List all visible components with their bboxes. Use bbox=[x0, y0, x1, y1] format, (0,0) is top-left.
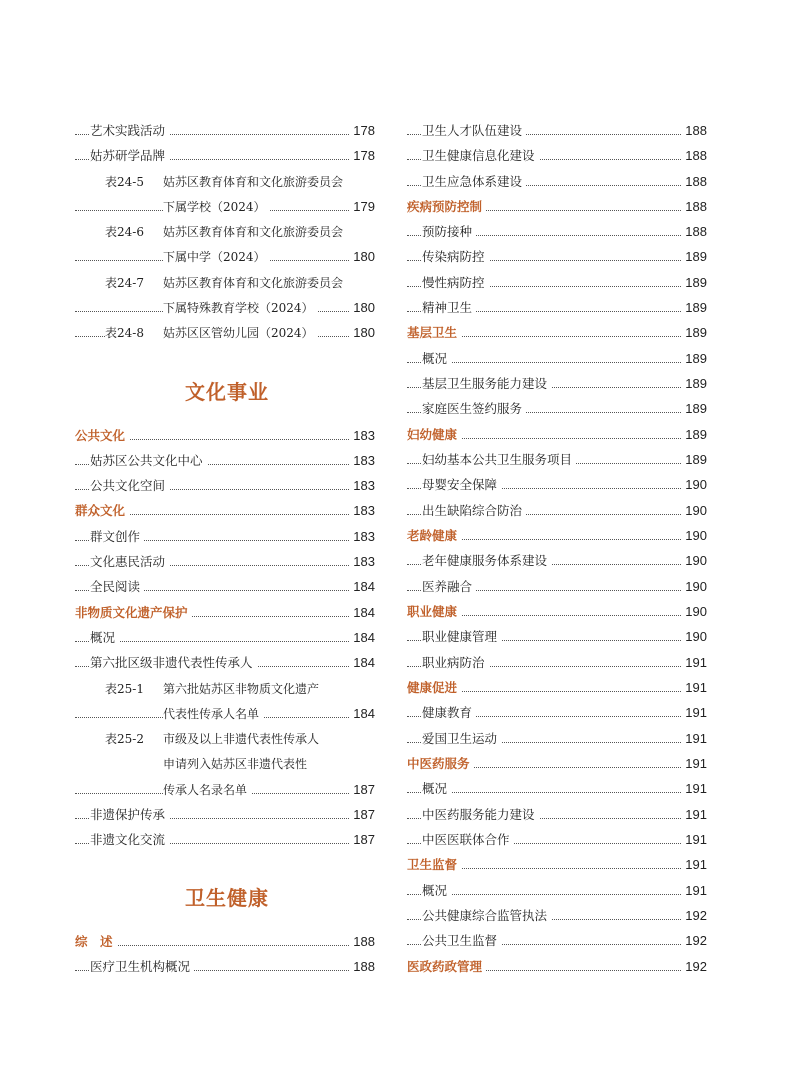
entry-page: 190 bbox=[681, 526, 707, 546]
toc-section[interactable] bbox=[75, 603, 375, 623]
entry-label: 文化惠民活动 bbox=[90, 552, 169, 572]
section-label: 健康促进 bbox=[407, 678, 461, 698]
entry-page: 190 bbox=[681, 501, 707, 521]
toc-table-entry[interactable] bbox=[75, 323, 375, 343]
toc-entry[interactable] bbox=[407, 703, 707, 723]
toc-entry[interactable] bbox=[75, 628, 375, 648]
entry-label: 中医药服务能力建设 bbox=[422, 805, 539, 825]
entry-page: 188 bbox=[349, 957, 375, 977]
entry-page: 189 bbox=[681, 425, 707, 445]
toc-entry[interactable] bbox=[407, 172, 707, 192]
toc-entry[interactable] bbox=[407, 931, 707, 951]
toc-entry[interactable] bbox=[407, 273, 707, 293]
toc-table-entry[interactable] bbox=[75, 729, 375, 749]
toc-section[interactable] bbox=[407, 957, 707, 977]
toc-entry[interactable] bbox=[407, 881, 707, 901]
entry-label: 传承人名录名单 bbox=[163, 780, 251, 800]
toc-entry[interactable] bbox=[407, 222, 707, 242]
section-label: 群众文化 bbox=[75, 501, 129, 521]
toc-table-entry-cont[interactable] bbox=[75, 298, 375, 318]
entry-page: 188 bbox=[349, 932, 375, 952]
entry-page: 180 bbox=[349, 298, 375, 318]
toc-entry[interactable] bbox=[407, 551, 707, 571]
entry-label: 慢性病防控 bbox=[422, 273, 489, 293]
toc-entry[interactable] bbox=[75, 121, 375, 141]
entry-page: 191 bbox=[681, 703, 707, 723]
entry-label: 出生缺陷综合防治 bbox=[422, 501, 526, 521]
entry-label: 卫生健康信息化建设 bbox=[422, 146, 539, 166]
entry-page: 188 bbox=[681, 222, 707, 242]
entry-label: 精神卫生 bbox=[422, 298, 476, 318]
entry-page: 190 bbox=[681, 475, 707, 495]
entry-page: 183 bbox=[349, 476, 375, 496]
entry-label: 预防接种 bbox=[422, 222, 476, 242]
toc-entry[interactable] bbox=[407, 374, 707, 394]
entry-label: 老年健康服务体系建设 bbox=[422, 551, 551, 571]
entry-page: 191 bbox=[681, 729, 707, 749]
entry-label: 职业健康管理 bbox=[422, 627, 501, 647]
entry-page: 191 bbox=[681, 754, 707, 774]
toc-section[interactable] bbox=[75, 501, 375, 521]
entry-label: 家庭医生签约服务 bbox=[422, 399, 526, 419]
entry-page: 189 bbox=[681, 298, 707, 318]
table-number: 表25-2 bbox=[105, 732, 144, 746]
table-number: 表25-1 bbox=[105, 682, 144, 696]
toc-section[interactable] bbox=[407, 754, 707, 774]
entry-label: 医养融合 bbox=[422, 577, 476, 597]
entry-page: 187 bbox=[349, 830, 375, 850]
entry-page: 180 bbox=[349, 323, 375, 343]
section-label: 医政药政管理 bbox=[407, 957, 486, 977]
section-label: 疾病预防控制 bbox=[407, 197, 486, 217]
toc-entry[interactable] bbox=[407, 475, 707, 495]
table-number: 表24-5 bbox=[105, 175, 144, 189]
entry-label: 姑苏区区管幼儿园（2024） bbox=[163, 326, 314, 340]
toc-entry[interactable] bbox=[407, 298, 707, 318]
leader-dots bbox=[407, 362, 707, 363]
entry-label: 姑苏区教育体育和文化旅游委员会 bbox=[163, 276, 344, 290]
entry-page: 183 bbox=[349, 527, 375, 547]
toc-entry[interactable] bbox=[75, 957, 375, 977]
leader-dots bbox=[407, 792, 707, 793]
toc-entry[interactable] bbox=[75, 577, 375, 597]
entry-page: 184 bbox=[349, 653, 375, 673]
entry-page: 183 bbox=[349, 552, 375, 572]
toc-entry[interactable] bbox=[407, 146, 707, 166]
toc-table-entry-cont[interactable] bbox=[75, 780, 375, 800]
toc-table-entry[interactable] bbox=[75, 679, 375, 699]
entry-page: 190 bbox=[681, 627, 707, 647]
entry-label: 爱国卫生运动 bbox=[422, 729, 501, 749]
section-label: 基层卫生 bbox=[407, 323, 461, 343]
section-label: 妇幼健康 bbox=[407, 425, 461, 445]
entry-page: 188 bbox=[681, 197, 707, 217]
toc-table-entry[interactable] bbox=[75, 222, 375, 242]
entry-page: 178 bbox=[349, 146, 375, 166]
toc-table-entry[interactable] bbox=[75, 172, 375, 192]
entry-label: 姑苏区教育体育和文化旅游委员会 bbox=[163, 225, 344, 239]
entry-label: 群文创作 bbox=[90, 527, 144, 547]
toc-entry[interactable] bbox=[407, 121, 707, 141]
toc-entry[interactable] bbox=[407, 399, 707, 419]
entry-label: 非遗文化交流 bbox=[90, 830, 169, 850]
entry-label: 下属中学（2024） bbox=[163, 247, 270, 267]
entry-page: 190 bbox=[681, 551, 707, 571]
toc-entry[interactable] bbox=[75, 830, 375, 850]
entry-page: 191 bbox=[681, 881, 707, 901]
entry-page: 189 bbox=[681, 247, 707, 267]
entry-page: 189 bbox=[681, 399, 707, 419]
entry-label: 妇幼基本公共卫生服务项目 bbox=[422, 450, 576, 470]
table-number: 表24-7 bbox=[105, 276, 144, 290]
entry-page: 183 bbox=[349, 451, 375, 471]
toc-section[interactable] bbox=[407, 602, 707, 622]
entry-label: 全民阅读 bbox=[90, 577, 144, 597]
toc-table-entry-cont[interactable] bbox=[75, 197, 375, 217]
entry-page: 184 bbox=[349, 577, 375, 597]
toc-section[interactable] bbox=[407, 425, 707, 445]
entry-label: 母婴安全保障 bbox=[422, 475, 501, 495]
entry-label: 公共卫生监督 bbox=[422, 931, 501, 951]
entry-page: 187 bbox=[349, 805, 375, 825]
entry-page: 192 bbox=[681, 906, 707, 926]
entry-page: 179 bbox=[349, 197, 375, 217]
entry-label: 基层卫生服务能力建设 bbox=[422, 374, 551, 394]
toc-entry[interactable] bbox=[407, 627, 707, 647]
entry-page: 191 bbox=[681, 653, 707, 673]
toc-entry[interactable] bbox=[75, 146, 375, 166]
entry-label: 概况 bbox=[422, 349, 451, 369]
entry-label: 姑苏区公共文化中心 bbox=[90, 451, 207, 471]
entry-page: 190 bbox=[681, 577, 707, 597]
toc-entry[interactable] bbox=[407, 779, 707, 799]
entry-page: 184 bbox=[349, 603, 375, 623]
section-label: 中医药服务 bbox=[407, 754, 474, 774]
entry-page: 178 bbox=[349, 121, 375, 141]
section-label: 非物质文化遗产保护 bbox=[75, 603, 192, 623]
toc-entry[interactable] bbox=[75, 451, 375, 471]
toc-entry[interactable] bbox=[407, 349, 707, 369]
entry-page: 189 bbox=[681, 273, 707, 293]
chapter-title: 卫生健康 bbox=[185, 886, 269, 910]
toc-entry[interactable] bbox=[75, 476, 375, 496]
leader-dots bbox=[407, 894, 707, 895]
entry-page: 192 bbox=[681, 957, 707, 977]
toc-entry[interactable] bbox=[407, 830, 707, 850]
entry-page: 188 bbox=[681, 172, 707, 192]
entry-label: 健康教育 bbox=[422, 703, 476, 723]
entry-label: 卫生应急体系建设 bbox=[422, 172, 526, 192]
entry-page: 191 bbox=[681, 830, 707, 850]
toc-section[interactable] bbox=[407, 678, 707, 698]
section-label: 老龄健康 bbox=[407, 526, 461, 546]
entry-label: 代表性传承人名单 bbox=[163, 704, 263, 724]
entry-label: 第六批区级非遗代表性传承人 bbox=[90, 653, 257, 673]
entry-label: 非遗保护传承 bbox=[90, 805, 169, 825]
entry-label: 申请列入姑苏区非遗代表性 bbox=[163, 754, 307, 774]
entry-label: 概况 bbox=[90, 628, 119, 648]
entry-page: 184 bbox=[349, 704, 375, 724]
toc-section[interactable] bbox=[407, 323, 707, 343]
entry-label: 公共健康综合监管执法 bbox=[422, 906, 551, 926]
entry-label: 第六批姑苏区非物质文化遗产 bbox=[163, 682, 320, 696]
toc-entry[interactable] bbox=[407, 653, 707, 673]
toc-table-entry[interactable] bbox=[75, 273, 375, 293]
toc-section[interactable] bbox=[75, 932, 375, 952]
entry-page: 180 bbox=[349, 247, 375, 267]
toc-entry[interactable] bbox=[75, 653, 375, 673]
entry-page: 191 bbox=[681, 678, 707, 698]
entry-label: 下属特殊教育学校（2024） bbox=[163, 298, 318, 318]
toc-section[interactable] bbox=[407, 855, 707, 875]
entry-page: 187 bbox=[349, 780, 375, 800]
entry-page: 190 bbox=[681, 602, 707, 622]
entry-page: 183 bbox=[349, 501, 375, 521]
toc-entry[interactable] bbox=[407, 906, 707, 926]
entry-label: 下属学校（2024） bbox=[163, 197, 270, 217]
section-label: 卫生监督 bbox=[407, 855, 461, 875]
leader-dots bbox=[75, 945, 375, 946]
section-label: 公共文化 bbox=[75, 426, 129, 446]
toc-entry[interactable] bbox=[407, 501, 707, 521]
entry-page: 191 bbox=[681, 855, 707, 875]
toc-entry[interactable] bbox=[75, 805, 375, 825]
section-label: 职业健康 bbox=[407, 602, 461, 622]
toc-entry[interactable] bbox=[75, 552, 375, 572]
entry-page: 189 bbox=[681, 374, 707, 394]
entry-label: 姑苏区教育体育和文化旅游委员会 bbox=[163, 175, 344, 189]
section-label: 综 述 bbox=[75, 932, 117, 952]
entry-page: 192 bbox=[681, 931, 707, 951]
toc-table-entry-cont[interactable] bbox=[75, 247, 375, 267]
entry-label: 艺术实践活动 bbox=[90, 121, 169, 141]
entry-label: 传染病防控 bbox=[422, 247, 489, 267]
entry-page: 188 bbox=[681, 146, 707, 166]
table-number: 表24-8 bbox=[105, 326, 144, 340]
entry-page: 189 bbox=[681, 323, 707, 343]
toc-section[interactable] bbox=[407, 526, 707, 546]
entry-label: 概况 bbox=[422, 881, 451, 901]
entry-page: 191 bbox=[681, 779, 707, 799]
entry-page: 189 bbox=[681, 349, 707, 369]
entry-label: 概况 bbox=[422, 779, 451, 799]
table-number: 表24-6 bbox=[105, 225, 144, 239]
entry-page: 189 bbox=[681, 450, 707, 470]
entry-page: 184 bbox=[349, 628, 375, 648]
entry-label: 公共文化空间 bbox=[90, 476, 169, 496]
entry-label: 市级及以上非遗代表性传承人 bbox=[163, 732, 320, 746]
toc-entry[interactable] bbox=[407, 577, 707, 597]
entry-label: 姑苏研学品牌 bbox=[90, 146, 169, 166]
entry-label: 中医医联体合作 bbox=[422, 830, 514, 850]
chapter-title: 文化事业 bbox=[185, 380, 269, 404]
entry-page: 183 bbox=[349, 426, 375, 446]
toc-entry[interactable] bbox=[407, 247, 707, 267]
entry-page: 191 bbox=[681, 805, 707, 825]
toc-section[interactable] bbox=[407, 197, 707, 217]
entry-label: 医疗卫生机构概况 bbox=[90, 957, 194, 977]
toc-table-entry-cont[interactable] bbox=[75, 754, 375, 774]
entry-page: 188 bbox=[681, 121, 707, 141]
toc-entry[interactable] bbox=[407, 805, 707, 825]
toc-section[interactable] bbox=[75, 426, 375, 446]
toc-table-entry-cont[interactable] bbox=[75, 704, 375, 724]
toc-entry[interactable] bbox=[75, 527, 375, 547]
leader-dots bbox=[75, 641, 375, 642]
entry-label: 卫生人才队伍建设 bbox=[422, 121, 526, 141]
entry-label: 职业病防治 bbox=[422, 653, 489, 673]
toc-entry[interactable] bbox=[407, 450, 707, 470]
toc-entry[interactable] bbox=[407, 729, 707, 749]
